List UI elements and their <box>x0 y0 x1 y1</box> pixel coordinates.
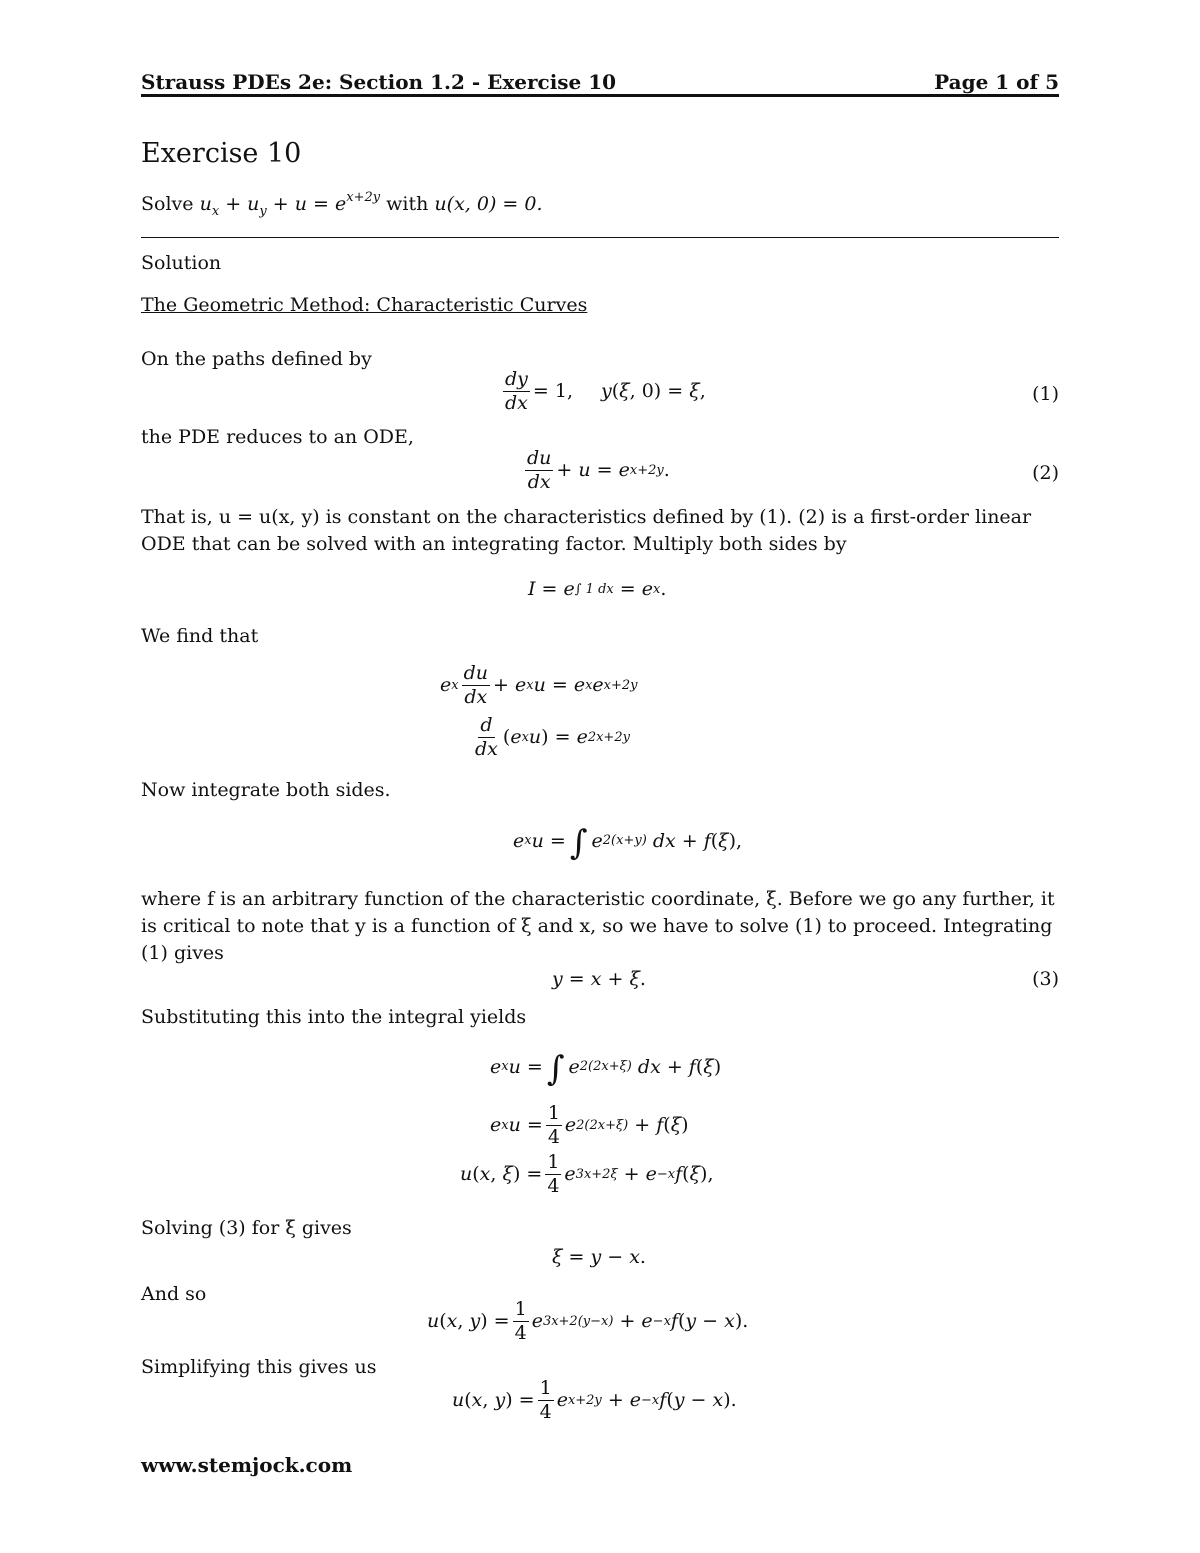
solution-label: Solution <box>141 252 222 274</box>
paragraph-1: On the paths defined by <box>141 348 372 370</box>
equation-1: $\frac{dy}{dx}$ = 1, y ( ξ , 0) = ξ , <box>505 368 706 414</box>
integral-equation: e x u = ∫ e 2(x+y) dx + f ( ξ ), <box>513 823 743 863</box>
paragraph-7: Substituting this into the integral yields <box>141 1006 527 1028</box>
xi-equation: ξ = y − x . <box>552 1246 646 1268</box>
paragraph-3: That is, u = u(x, y) is constant on the characteristics defined by (1). (2) is a first-order linear ODE that can be solved with an integrating factor. Multiply both sides by <box>141 506 1032 555</box>
equation-2: $\frac{du}{dx}$ + u = e x+2y . <box>527 447 670 493</box>
footer-website-link[interactable]: www.stemjock.com <box>141 1453 353 1477</box>
integrating-factor-equation: I = e ∫ 1 dx = e x . <box>528 578 667 600</box>
pde-expression: $u_x + u_y + u = e^{x+2y}$ <box>199 190 381 219</box>
paragraph-4: We find that <box>141 625 259 647</box>
substitution-step-2: e x u = $\frac{1}{4}$ e 2(2x+ξ) + f ( ξ ) <box>490 1102 689 1148</box>
initial-condition: u(x, 0) = 0. <box>434 193 543 215</box>
paragraph-8: Solving (3) for ξ gives <box>141 1217 352 1239</box>
header-rule <box>141 94 1059 97</box>
substitution-step-1: e x u = ∫ e 2(2x+ξ) dx + f ( ξ ) <box>490 1049 722 1089</box>
paragraph-9: And so <box>141 1283 207 1305</box>
equation-3: y = x + ξ . <box>552 968 646 990</box>
page-number: Page 1 of 5 <box>934 70 1059 94</box>
paragraph-6: where f is an arbitrary function of the characteristic coordinate, ξ. Before we go any further, it is critical to note that y is a function of ξ and x, so we have to solve (1) to proceed. Integrating (1) gives <box>141 888 1055 964</box>
problem-statement: Solve $u_x + u_y + u = e^{x+2y}$ with u(x, 0) = 0. <box>141 190 543 219</box>
paragraph-10: Simplifying this gives us <box>141 1356 377 1378</box>
substitution-step-3: u ( x , ξ ) = $\frac{1}{4}$ e 3x+2ξ + e −x f ( ξ ), <box>460 1151 714 1197</box>
paragraph-2: the PDE reduces to an ODE, <box>141 426 414 448</box>
result-equation-1: u ( x , y ) = $\frac{1}{4}$ e 3x+2(y−x) + e −x f ( y − x ). <box>427 1298 749 1344</box>
exercise-title: Exercise 10 <box>141 138 302 169</box>
paragraph-5: Now integrate both sides. <box>141 779 391 801</box>
section-heading: The Geometric Method: Characteristic Curves <box>141 294 588 316</box>
problem-divider <box>141 237 1059 238</box>
running-header-title: Strauss PDEs 2e: Section 1.2 - Exercise 10 <box>141 70 617 94</box>
equation-3-number: (3) <box>1032 968 1059 990</box>
result-equation-2: u ( x , y ) = $\frac{1}{4}$ e x+2y + e −x f ( y − x ). <box>452 1377 737 1423</box>
derivation-step-1: e x $\frac{du}{dx}$ + e x u = e x e x+2y <box>440 662 638 708</box>
equation-1-number: (1) <box>1032 383 1059 405</box>
equation-2-number: (2) <box>1032 462 1059 484</box>
derivation-step-2: $\frac{d}{dx}$ ( e x u ) = e 2x+2y <box>475 714 630 760</box>
